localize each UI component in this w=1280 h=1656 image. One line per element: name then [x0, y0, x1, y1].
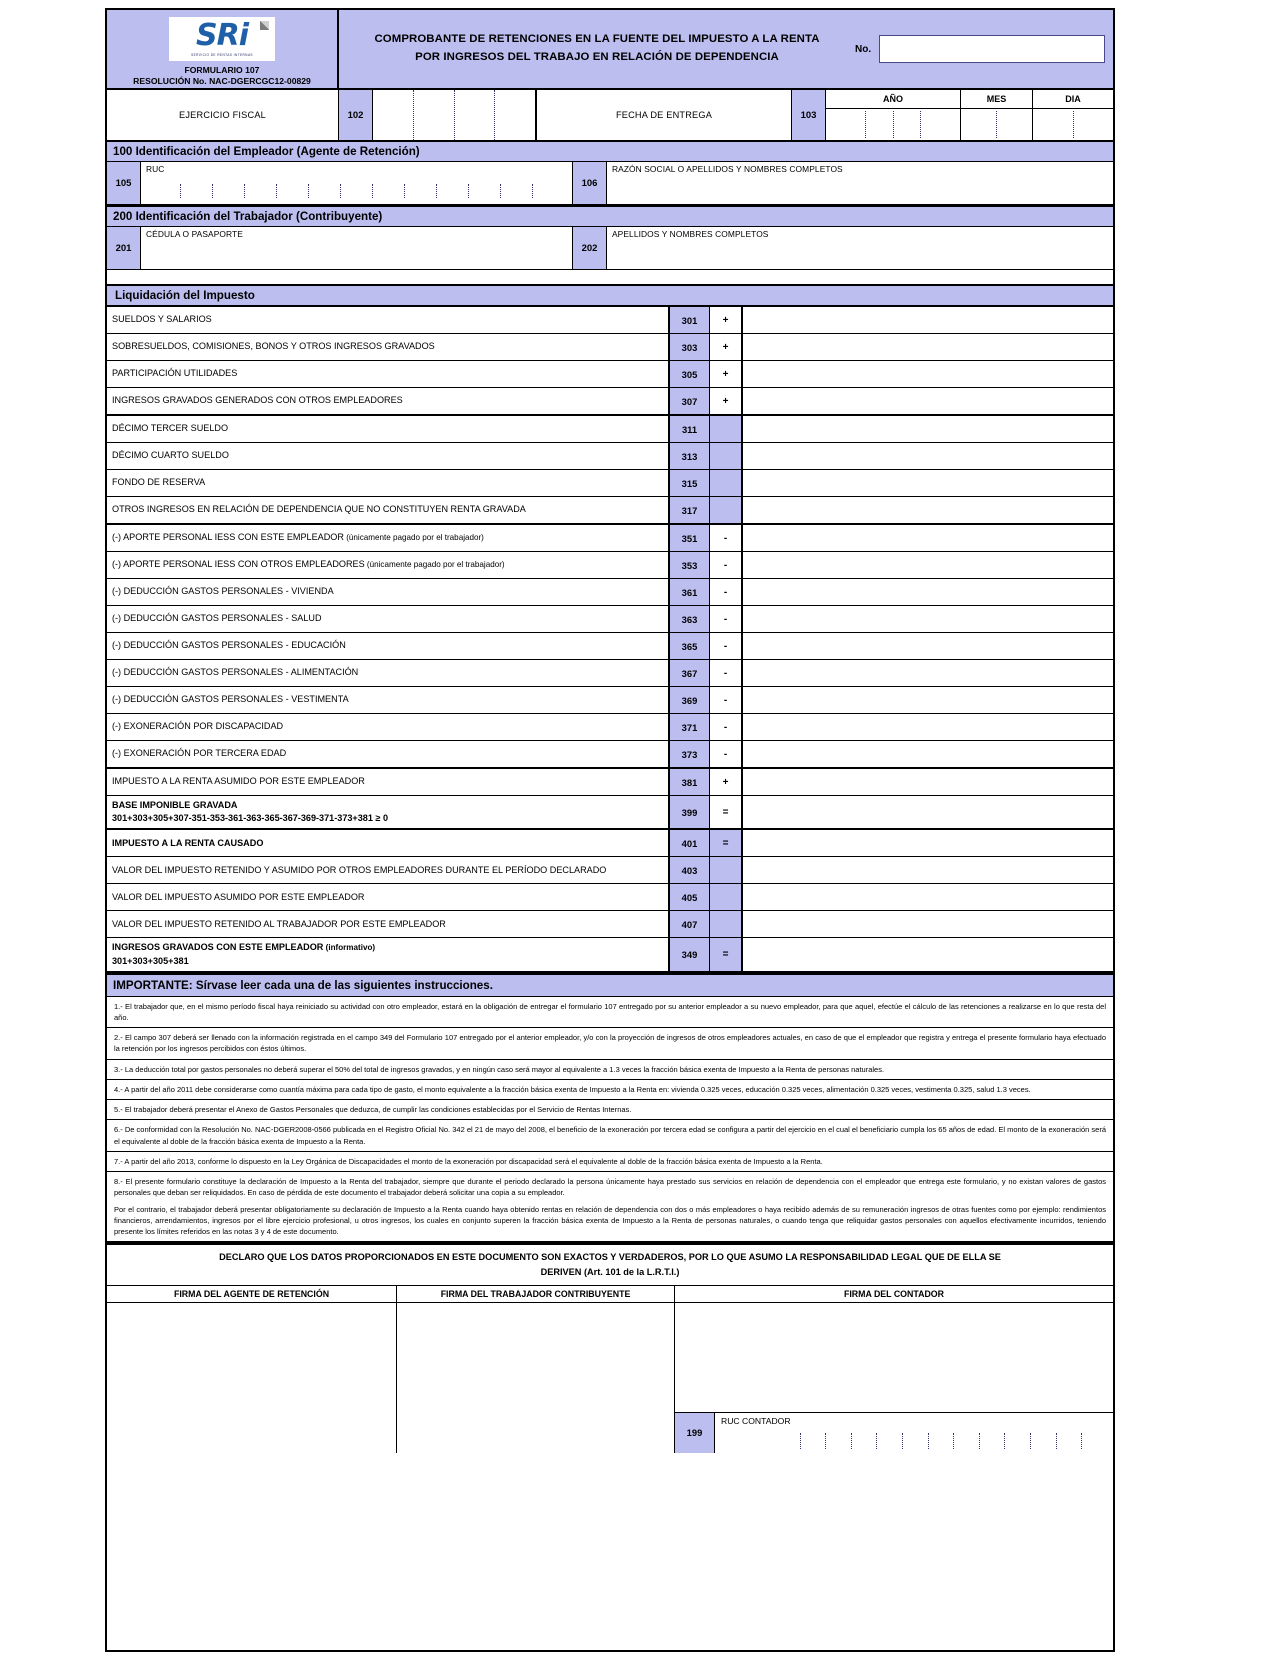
instruction-note-text: 7.- A partir del año 2013, conforme lo dispuesto en la Ley Orgánica de Discapacidades el monto de la exoneración por discapacidad será el equivalente al doble de la fracción básica exenta de Impuesto a la Renta. — [114, 1156, 823, 1166]
row-description-text: DÉCIMO TERCER SUELDO — [112, 423, 229, 434]
row-description — [107, 660, 670, 686]
row-code: 367 — [670, 660, 710, 686]
table-row — [107, 769, 1113, 796]
row-code: 407 — [670, 911, 710, 937]
ruc-code: 105 — [107, 162, 141, 204]
row-description — [107, 830, 670, 856]
row-description-text: IMPUESTO A LA RENTA ASUMIDO POR ESTE EMPLEADOR — [112, 776, 365, 787]
row-value-input[interactable] — [743, 741, 1113, 767]
row-description-text: DÉCIMO CUARTO SUELDO — [112, 450, 229, 461]
instruction-note — [107, 1100, 1113, 1120]
row-description — [107, 884, 670, 910]
instruction-note — [107, 1152, 1113, 1172]
row-code: 365 — [670, 633, 710, 659]
section-200-title: 200 Identificación del Trabajador (Contribuyente) — [107, 205, 1113, 227]
document-number-label: No. — [855, 43, 872, 55]
table-row — [107, 470, 1113, 497]
row-code: 353 — [670, 552, 710, 578]
row-description-text: (-) APORTE PERSONAL IESS CON OTROS EMPLEADORES — [112, 559, 365, 570]
row-value-input[interactable] — [743, 606, 1113, 632]
table-row — [107, 796, 1113, 830]
row-value-input[interactable] — [743, 525, 1113, 551]
row-description — [107, 334, 670, 360]
row-code: 311 — [670, 416, 710, 442]
mes-input[interactable] — [961, 109, 1032, 140]
row-code: 313 — [670, 443, 710, 469]
anio-input[interactable] — [826, 109, 960, 140]
instruction-note-text: 2.- El campo 307 deberá ser llenado con la información registrada en el campo 349 del Formulario 107 entregado por el anterior empleador, y/o con la proyección de ingresos de otros empleadores actuales, en caso de que el empleador que registra y entrega el presente formulario haya efectuado la retención por los ingresos percibidos con éstos últimos. — [114, 1033, 1106, 1054]
signature-contador-label: FIRMA DEL CONTADOR — [843, 1288, 945, 1299]
row-description — [107, 307, 670, 333]
table-row — [107, 714, 1113, 741]
cedula-field[interactable] — [141, 227, 573, 269]
cedula-label: CÉDULA O PASAPORTE — [146, 229, 243, 239]
instruction-note — [107, 1120, 1113, 1152]
row-sign: = — [710, 830, 743, 856]
row-description-text: (-) APORTE PERSONAL IESS CON ESTE EMPLEADOR — [112, 532, 344, 543]
ejercicio-fiscal-label: EJERCICIO FISCAL — [107, 90, 339, 140]
table-row — [107, 633, 1113, 660]
row-description — [107, 796, 670, 828]
mes-group — [961, 90, 1033, 140]
signature-trabajador-box[interactable] — [397, 1303, 675, 1453]
row-sign: - — [710, 633, 743, 659]
dia-input[interactable] — [1033, 109, 1113, 140]
row-description-text: (-) DEDUCCIÓN GASTOS PERSONALES - VIVIENDA — [112, 586, 334, 597]
row-sign: - — [710, 660, 743, 686]
row-sign: - — [710, 525, 743, 551]
fecha-entrega-code: 103 — [792, 90, 826, 140]
row-description — [107, 687, 670, 713]
ruc-field[interactable] — [141, 162, 573, 204]
row-description-text: BASE IMPONIBLE GRAVADA — [112, 800, 238, 810]
row-description — [107, 579, 670, 605]
instruction-note-8-part1: 8.- El presente formulario constituye la declaración de Impuesto a la Renta del trabajador, siempre que durante el periodo declarado la persona únicamente haya prestado sus servicios en relación de dependencia con el empleador que entrega este formulario, y no existan valores de gastos personales que deban ser reliquidados. En caso de pérdida de este documento el trabajador deberá solicitar una copia a su empleador. — [114, 1177, 1106, 1198]
row-value-input[interactable] — [743, 660, 1113, 686]
table-row — [107, 388, 1113, 416]
row-code: 361 — [670, 579, 710, 605]
table-row — [107, 857, 1113, 884]
row-description-text: (-) EXONERACIÓN POR TERCERA EDAD — [112, 748, 287, 759]
row-sign: + — [710, 334, 743, 360]
table-row — [107, 606, 1113, 633]
row-sign — [710, 911, 743, 937]
row-description — [107, 497, 670, 523]
row-sign — [710, 497, 743, 523]
declaration-line-1: DECLARO QUE LOS DATOS PROPORCIONADOS EN ESTE DOCUMENTO SON EXACTOS Y VERDADEROS, POR LO QUE ASUMO LA RESPONSABILIDAD LEGAL QUE DE ELLA SE — [219, 1252, 1001, 1263]
ruc-label: RUC — [146, 164, 165, 174]
row-code: 307 — [670, 388, 710, 414]
row-sign — [710, 470, 743, 496]
instruction-note-8-part2: Por el contrario, el trabajador deberá presentar obligatoriamente su declaración de Impuesto a la Renta cuando haya obtenido rentas en relación de dependencia con dos o más empleadores o haya recibido además de su remuneración ingresos de otras fuentes como por ejemplo: rendimientos financieros, arrendamientos, ingresos por el libre ejercicio profesional, u otros ingresos, los cuales en conjunto superen la fracción básica exenta de Impuesto a la Renta de personas naturales, o cuando tenga que reliquidar gastos personales con aquellos efectivamente incurridos, teniendo presente los límites referidos en las notas 3 y 4 de este documento. — [114, 1204, 1106, 1237]
row-sign: - — [710, 552, 743, 578]
row-description-note: (únicamente pagado por el trabajador) — [343, 533, 484, 543]
instruction-note — [107, 1028, 1113, 1060]
liquidacion-title: Liquidación del Impuesto — [107, 286, 1113, 307]
row-value-input[interactable] — [743, 687, 1113, 713]
row-sign: = — [710, 796, 743, 828]
signature-area — [107, 1303, 1113, 1453]
row-code: 301 — [670, 307, 710, 333]
apellidos-label: APELLIDOS Y NOMBRES COMPLETOS — [612, 229, 769, 239]
apellidos-code: 202 — [573, 227, 607, 269]
razon-social-field[interactable] — [607, 162, 1113, 204]
row-description — [107, 741, 670, 767]
row-sign — [710, 884, 743, 910]
ejercicio-fiscal-code: 102 — [339, 90, 373, 140]
row-sign — [710, 416, 743, 442]
row-description — [107, 606, 670, 632]
row-value-input[interactable] — [743, 857, 1113, 883]
row-sign: = — [710, 938, 743, 970]
row-description — [107, 769, 670, 795]
signature-headers — [107, 1286, 1113, 1303]
row-description — [107, 633, 670, 659]
instructions-list — [107, 997, 1113, 1244]
row-value-input[interactable] — [743, 388, 1113, 414]
logo-corner-icon — [260, 21, 269, 30]
declaration-line-2: DERIVEN (Art. 101 de la L.R.T.I.) — [540, 1267, 680, 1278]
section-divider — [107, 270, 1113, 286]
row-code: 315 — [670, 470, 710, 496]
row-description-text: PARTICIPACIÓN UTILIDADES — [112, 368, 238, 379]
row-value-input[interactable] — [743, 633, 1113, 659]
row-value-input[interactable] — [743, 911, 1113, 937]
table-row — [107, 911, 1113, 938]
row-sign: + — [710, 388, 743, 414]
row-sign: - — [710, 606, 743, 632]
table-row — [107, 443, 1113, 470]
row-code: 405 — [670, 884, 710, 910]
row-value-input[interactable] — [743, 307, 1113, 333]
row-description-text: (-) DEDUCCIÓN GASTOS PERSONALES - ALIMENTACIÓN — [112, 667, 359, 678]
section-100-title: 100 Identificación del Empleador (Agente de Retención) — [107, 140, 1113, 162]
section-200-row — [107, 227, 1113, 270]
razon-social-label: RAZÓN SOCIAL O APELLIDOS Y NOMBRES COMPLETOS — [612, 164, 843, 174]
dia-group — [1033, 90, 1113, 140]
row-code: 401 — [670, 830, 710, 856]
row-description — [107, 416, 670, 442]
row-code: 371 — [670, 714, 710, 740]
row-description-text: VALOR DEL IMPUESTO ASUMIDO POR ESTE EMPLEADOR — [112, 891, 365, 902]
row-code: 373 — [670, 741, 710, 767]
row-value-input[interactable] — [743, 497, 1113, 523]
row-value-input[interactable] — [743, 884, 1113, 910]
row-value-input[interactable] — [743, 938, 1113, 970]
row-sign: + — [710, 361, 743, 387]
row-value-input[interactable] — [743, 796, 1113, 828]
logo-panel — [107, 10, 339, 88]
anio-label: AÑO — [826, 90, 960, 109]
row-sign: - — [710, 741, 743, 767]
row-description — [107, 525, 670, 551]
table-row — [107, 334, 1113, 361]
form-number-block — [133, 65, 311, 88]
row-description-note: (informativo) — [323, 943, 376, 953]
signature-agente-label: FIRMA DEL AGENTE DE RETENCIÓN — [107, 1286, 397, 1302]
row-code: 349 — [670, 938, 710, 970]
table-row — [107, 687, 1113, 714]
title-panel — [339, 10, 1113, 88]
row-description — [107, 857, 670, 883]
row-description — [107, 361, 670, 387]
title-line-2: POR INGRESOS DEL TRABAJO EN RELACIÓN DE DEPENDENCIA — [415, 51, 779, 63]
instruction-note-8 — [107, 1172, 1113, 1243]
table-row — [107, 307, 1113, 334]
row-description — [107, 552, 670, 578]
table-row — [107, 416, 1113, 443]
row-sign — [710, 857, 743, 883]
importante-title: IMPORTANTE: Sírvase leer cada una de las siguientes instrucciones. — [107, 973, 1113, 997]
instruction-note — [107, 1080, 1113, 1100]
row-description-text: (-) DEDUCCIÓN GASTOS PERSONALES - SALUD — [112, 613, 322, 624]
form-number: FORMULARIO 107 — [184, 64, 260, 75]
row-value-input[interactable] — [743, 470, 1113, 496]
razon-social-code: 106 — [573, 162, 607, 204]
row-code: 381 — [670, 769, 710, 795]
sri-logo — [169, 17, 275, 61]
row-description-text: (-) DEDUCCIÓN GASTOS PERSONALES - EDUCACIÓN — [112, 640, 346, 651]
row-code: 303 — [670, 334, 710, 360]
row-sign: - — [710, 687, 743, 713]
table-row — [107, 579, 1113, 606]
form-resolution: RESOLUCIÓN No. NAC-DGERCGC12-00829 — [133, 76, 311, 87]
signature-agente-box[interactable] — [107, 1303, 397, 1453]
row-sign: + — [710, 307, 743, 333]
signature-contador-box[interactable] — [675, 1303, 1113, 1412]
instruction-note-text: 5.- El trabajador deberá presentar el Anexo de Gastos Personales que deduzca, de cumplir las condiciones establecidas por el Servicio de Rentas Internas. — [114, 1105, 632, 1115]
row-value-input[interactable] — [743, 334, 1113, 360]
title-line-1: COMPROBANTE DE RETENCIONES EN LA FUENTE DEL IMPUESTO A LA RENTA — [374, 33, 820, 46]
row-description-text: IMPUESTO A LA RENTA CAUSADO — [112, 837, 264, 848]
row-description — [107, 470, 670, 496]
section-100-row — [107, 162, 1113, 205]
row-description-text: SOBRESUELDOS, COMISIONES, BONOS Y OTROS INGRESOS GRAVADOS — [112, 341, 435, 352]
instruction-note-text: 1.- El trabajador que, en el mismo período fiscal haya reiniciado su actividad con otro empleador, estará en la obligación de entregar el formulario 107 entregado por su anterior empleador a su nuevo empleador, para que aquel, efectúe el cálculo de las retenciones a realizarse en lo que resta del año. — [114, 1001, 1106, 1022]
document-number-group — [855, 35, 1113, 63]
page-title — [339, 31, 855, 66]
row-value-input[interactable] — [743, 552, 1113, 578]
row-description — [107, 443, 670, 469]
ejercicio-fiscal-input[interactable] — [373, 90, 537, 140]
fiscal-date-row — [107, 88, 1113, 140]
liquidacion-table — [107, 307, 1113, 973]
row-description-text: (-) DEDUCCIÓN GASTOS PERSONALES - VESTIMENTA — [112, 694, 349, 705]
row-code: 351 — [670, 525, 710, 551]
ruc-contador-row — [675, 1412, 1113, 1453]
row-description-text: SUELDOS Y SALARIOS — [112, 314, 212, 325]
row-code: 317 — [670, 497, 710, 523]
apellidos-field[interactable] — [607, 227, 1113, 269]
row-value-input[interactable] — [743, 830, 1113, 856]
ruc-contador-field[interactable] — [715, 1413, 1113, 1453]
instruction-note-text: 4.- A partir del año 2011 debe considerarse como cuantía máxima para cada tipo de gasto, el monto equivalente a la fracción básica exenta de Impuesto a la Renta en: vivienda 0.325 veces, educación 0.325 veces, alimentación 0.325 veces, vestimenta 0.325, salud 1.3 veces. — [114, 1084, 1031, 1094]
ruc-contador-code: 199 — [675, 1413, 715, 1453]
row-code: 363 — [670, 606, 710, 632]
dia-label: DIA — [1033, 90, 1113, 109]
anio-group — [826, 90, 961, 140]
row-code: 399 — [670, 796, 710, 828]
row-value-input[interactable] — [743, 361, 1113, 387]
cedula-code: 201 — [107, 227, 141, 269]
row-description — [107, 714, 670, 740]
row-description — [107, 938, 670, 970]
signature-trabajador-label: FIRMA DEL TRABAJADOR CONTRIBUYENTE — [397, 1286, 675, 1302]
row-description-text: OTROS INGRESOS EN RELACIÓN DE DEPENDENCIA QUE NO CONSTITUYEN RENTA GRAVADA — [112, 504, 526, 515]
declaration-text — [107, 1243, 1113, 1285]
row-sign: - — [710, 714, 743, 740]
row-value-input[interactable] — [743, 443, 1113, 469]
row-code: 369 — [670, 687, 710, 713]
table-row — [107, 497, 1113, 525]
sri-logo-subtext: SERVICIO DE RENTAS INTERNAS — [191, 52, 253, 57]
instruction-note — [107, 1060, 1113, 1080]
ruc-contador-label: RUC CONTADOR — [721, 1415, 791, 1426]
row-value-input[interactable] — [743, 579, 1113, 605]
document-number-input[interactable] — [879, 35, 1105, 63]
table-row — [107, 361, 1113, 388]
row-description-formula: 301+303+305+307-351-353-361-363-365-367-369-371-373+381 ≥ 0 — [112, 813, 389, 824]
row-description-formula: 301+303+305+381 — [112, 955, 189, 966]
row-sign: - — [710, 579, 743, 605]
row-description-text: VALOR DEL IMPUESTO RETENIDO Y ASUMIDO POR OTROS EMPLEADORES DURANTE EL PERÍODO DECLARADO — [112, 864, 607, 875]
signature-contador-pane — [675, 1303, 1113, 1453]
form-header — [107, 10, 1113, 88]
row-value-input[interactable] — [743, 714, 1113, 740]
row-description-text: (-) EXONERACIÓN POR DISCAPACIDAD — [112, 721, 284, 732]
row-sign — [710, 443, 743, 469]
table-row — [107, 660, 1113, 687]
row-code: 305 — [670, 361, 710, 387]
table-row — [107, 938, 1113, 972]
row-value-input[interactable] — [743, 416, 1113, 442]
fecha-entrega-label: FECHA DE ENTREGA — [537, 90, 792, 140]
table-row — [107, 525, 1113, 552]
row-description-text: INGRESOS GRAVADOS CON ESTE EMPLEADOR — [112, 942, 324, 953]
table-row — [107, 552, 1113, 579]
table-row — [107, 830, 1113, 857]
row-sign: + — [710, 769, 743, 795]
table-row — [107, 741, 1113, 769]
table-row — [107, 884, 1113, 911]
row-description — [107, 388, 670, 414]
instruction-note-text: 6.- De conformidad con la Resolución No. NAC-DGER2008-0566 publicada en el Registro Oficial No. 342 el 21 de mayo del 2008, el beneficio de la exoneración por tercera edad se configura a partir del ejercicio en el cual el beneficiario cumpla los 65 años de edad. El monto de la exoneración será el equivalente al doble de la fracción básica exenta de Impuesto a la Renta. — [114, 1125, 1106, 1146]
row-description-text: INGRESOS GRAVADOS GENERADOS CON OTROS EMPLEADORES — [112, 395, 403, 406]
row-description-note: (únicamente pagado por el trabajador) — [364, 560, 505, 570]
row-description-text: VALOR DEL IMPUESTO RETENIDO AL TRABAJADOR POR ESTE EMPLEADOR — [112, 918, 446, 929]
form-107-page — [105, 8, 1115, 1652]
instruction-note-text: 3.- La deducción total por gastos personales no deberá superar el 50% del total de ingresos gravados, y en ningún caso será mayor al equivalente a 1.3 veces la fracción básica exenta de Impuesto a la Renta de personas naturales. — [114, 1064, 885, 1074]
row-value-input[interactable] — [743, 769, 1113, 795]
row-code: 403 — [670, 857, 710, 883]
mes-label: MES — [961, 90, 1032, 109]
sri-logo-text: SRi — [196, 17, 248, 53]
row-description-text: FONDO DE RESERVA — [112, 477, 206, 488]
row-description — [107, 911, 670, 937]
instruction-note — [107, 997, 1113, 1029]
